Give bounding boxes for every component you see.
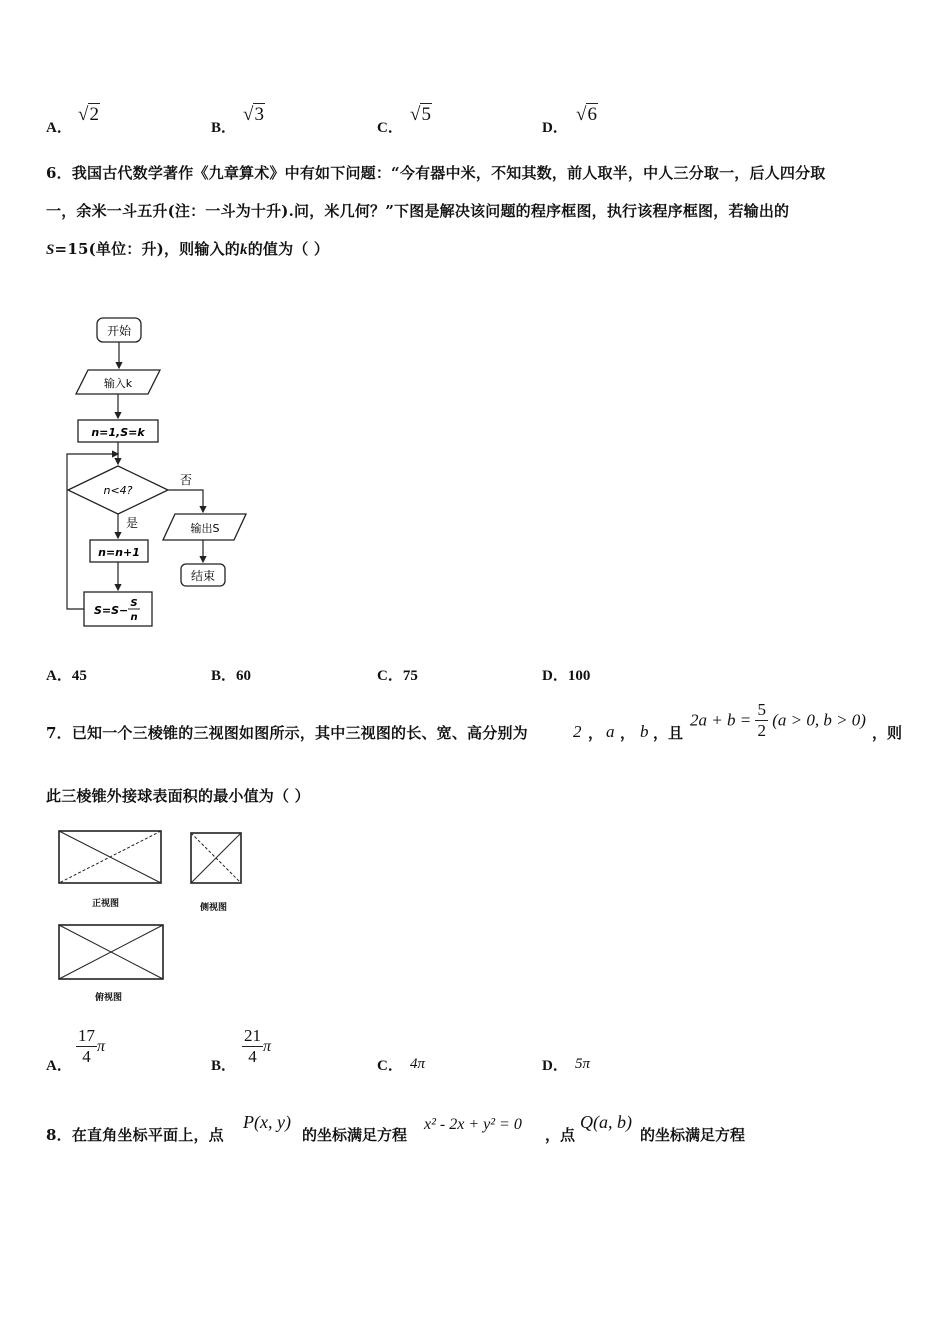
flow-output-label: 输出S bbox=[190, 522, 220, 535]
flow-init-label: n=1,S=k bbox=[91, 426, 145, 439]
q7-prefix: 7．已知一个三棱锥的三视图如图所示，其中三视图的长、宽、高分别为 bbox=[46, 724, 528, 742]
q6-var-k: k bbox=[240, 242, 248, 258]
flow-update-den: n bbox=[130, 612, 138, 623]
side-view bbox=[190, 832, 242, 884]
q7-option-a-letter: A． bbox=[46, 1058, 72, 1074]
q5-option-b-letter: B． bbox=[211, 120, 237, 136]
q5-option-c-value: √5 bbox=[410, 104, 431, 125]
q6-option-a: A．45 bbox=[46, 668, 87, 684]
q7-sep-1: ， bbox=[588, 724, 604, 742]
q7-sep-2: ， bbox=[620, 724, 636, 742]
flow-yes-label: 是 bbox=[126, 516, 139, 530]
q7-option-b-value: $\frac{21}{4}$ π bbox=[244, 1026, 272, 1066]
q8-point-p: P(x, y) bbox=[243, 1112, 291, 1132]
q6-line-3: S=15(单位：升)，则输入的k的值为（ ） bbox=[46, 240, 330, 258]
q8-equation: x² - 2x + y² = 0 bbox=[424, 1116, 522, 1133]
q8-point-q: Q(a, b) bbox=[580, 1112, 632, 1132]
flow-decision-label: n<4? bbox=[103, 484, 133, 497]
q5-option-d-letter: D． bbox=[542, 120, 568, 136]
q7-var-a: a bbox=[606, 722, 615, 741]
flow-update-label: S=S− bbox=[94, 604, 129, 617]
q8-mid-1: 的坐标满足方程 bbox=[302, 1126, 408, 1144]
q5-option-c-letter: C． bbox=[377, 120, 403, 136]
q7-var-b: b bbox=[640, 722, 649, 741]
top-view bbox=[58, 924, 164, 980]
q6-line-2: 一，余米一斗五升(注：一斗为十升).问，米几何？”下图是解决该问题的程序框图，执行该程序框图，若输出的 bbox=[46, 202, 790, 220]
q5-option-a-letter: A． bbox=[46, 120, 72, 136]
q8-tail: 的坐标满足方程 bbox=[640, 1126, 746, 1144]
q7-option-d-letter: D． bbox=[542, 1058, 568, 1074]
flow-input-label: 输入k bbox=[103, 377, 133, 390]
flow-start-label: 开始 bbox=[106, 324, 132, 338]
flow-update-num: S bbox=[130, 598, 138, 609]
top-view-caption: 俯视图 bbox=[95, 993, 123, 1003]
q7-option-c-value: 4π bbox=[410, 1056, 426, 1072]
q6-line-1: 6．我国古代数学著作《九章算术》中有如下问题：“今有器中米，不知其数，前人取半，中人三分取一，后人四分取 bbox=[46, 164, 826, 182]
q8-mid-2: ，点 bbox=[545, 1126, 576, 1144]
q7-and: ，且 bbox=[653, 724, 684, 742]
q7-option-d-value: 5π bbox=[575, 1056, 591, 1072]
flow-no-arrow bbox=[168, 490, 203, 512]
flow-incr-label: n=n+1 bbox=[98, 546, 140, 559]
q6-option-c: C．75 bbox=[377, 668, 418, 684]
q7-condition: 2a + b = $\frac{5}{2}$ (a > 0, b > 0) bbox=[690, 700, 866, 740]
q7-option-c-letter: C． bbox=[377, 1058, 403, 1074]
side-view-caption: 侧视图 bbox=[200, 903, 228, 913]
q7-option-a-value: $\frac{17}{4}$ π bbox=[78, 1026, 106, 1066]
q6-option-b: B．60 bbox=[211, 668, 252, 684]
q6-option-d: D．100 bbox=[542, 668, 591, 684]
flow-end-label: 结束 bbox=[190, 569, 216, 583]
q5-option-a-value: √2 bbox=[78, 104, 99, 125]
q7-option-b-letter: B． bbox=[211, 1058, 237, 1074]
front-view bbox=[58, 830, 162, 884]
q5-option-d-value: √6 bbox=[576, 104, 597, 125]
q7-tail: ，则 bbox=[872, 724, 903, 742]
q5-option-b-value: √3 bbox=[243, 104, 264, 125]
q6-var-s: S bbox=[46, 242, 55, 258]
flowchart bbox=[60, 312, 260, 632]
q8-prefix: 8．在直角坐标平面上，点 bbox=[46, 1126, 224, 1144]
q7-val-2: 2 bbox=[573, 722, 582, 741]
flow-no-label: 否 bbox=[180, 473, 193, 487]
front-view-caption: 正视图 bbox=[92, 899, 120, 909]
q7-line-2: 此三棱锥外接球表面积的最小值为（ ） bbox=[46, 787, 310, 805]
